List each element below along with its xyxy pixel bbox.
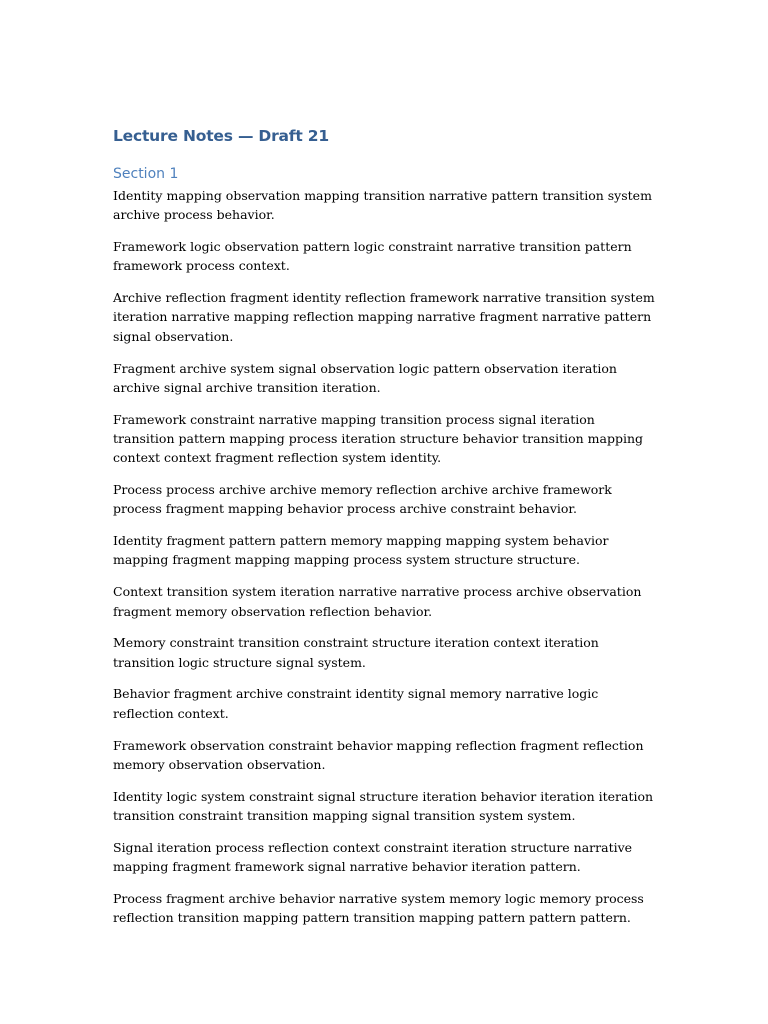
paragraph: Behavior fragment archive constraint identity signal memory narrative logic reflection context.	[113, 686, 599, 721]
paragraph: Framework observation constraint behavior mapping reflection fragment reflection memory observation observation.	[113, 737, 644, 772]
document-page	[113, 124, 658, 940]
paragraph: Signal iteration process reflection context constraint iteration structure narrative mapping fragment framework signal narrative behavior iteration pattern.	[113, 839, 633, 875]
paragraph: Framework logic observation pattern logic constraint narrative transition pattern framework process context.	[113, 239, 632, 274]
paragraph: Identity fragment pattern pattern memory mapping mapping system behavior mapping fragment mapping mapping process system structure structure.	[113, 533, 609, 568]
paragraph: Fragment archive system signal observation logic pattern observation iteration archive signal archive transition iteration.	[113, 360, 617, 395]
paragraph: Archive reflection fragment identity reflection framework narrative transition system iteration narrative mapping reflection mapping narrative fragment narrative pattern signal observation.	[113, 290, 655, 344]
paragraph: Identity mapping observation mapping transition narrative pattern transition system archive process behavior.	[113, 188, 652, 223]
paragraph: Memory constraint transition constraint structure iteration context iteration transition logic structure signal system.	[113, 635, 599, 670]
paragraph: Context transition system iteration narrative narrative process archive observation fragment memory observation reflection behavior.	[113, 584, 642, 619]
paragraph: Process fragment archive behavior narrative system memory logic memory process reflection transition mapping pattern transition mapping pattern pattern pattern.	[113, 890, 644, 926]
paragraph: Identity logic system constraint signal structure iteration behavior iteration iteration transition constraint transition mapping signal transition system system.	[113, 788, 654, 823]
paragraph: Framework constraint narrative mapping transition process signal iteration transition pattern mapping process iteration structure behavior transition mapping context context fragment reflection system identity.	[113, 411, 643, 466]
paragraph: Process process archive archive memory reflection archive archive framework process fragment mapping behavior process archive constraint behavior.	[113, 482, 612, 517]
section-heading: Section 1	[113, 166, 179, 182]
section-body	[113, 186, 658, 927]
document-title: Lecture Notes — Draft 21	[113, 127, 329, 145]
